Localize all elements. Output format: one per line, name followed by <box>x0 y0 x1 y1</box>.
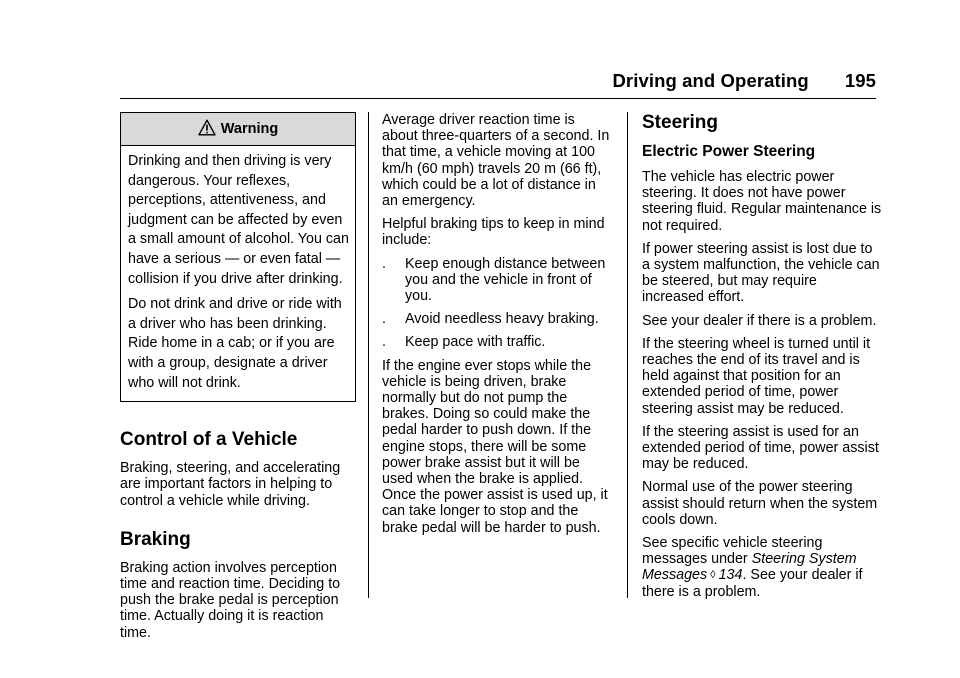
page-header <box>120 70 876 92</box>
engine-stops-paragraph: If the engine ever stops while the vehicle is being driven, brake normally but do not pump the brakes. Doing so could make the pedal harder to push down. If the engine stops, there will be some power brake assist but it will be used when the brake is applied. Once the power assist is used up, it can take longer to stop and the brake pedal will be harder to push. <box>382 357 608 536</box>
warning-paragraph-1: Drinking and then driving is very dangerous. Your reflexes, perceptions, attentiveness, and judgment can be affected by even a small amount of alcohol. You can have a serious — or even fatal — collision if you drive after drinking. <box>128 153 349 287</box>
bullet-text: Avoid needless heavy braking. <box>405 311 599 328</box>
bullet-text: Keep pace with traffic. <box>405 334 546 351</box>
list-item <box>382 256 614 305</box>
steering-paragraph-6: Normal use of the power steering assist should return when the system cools down. <box>642 479 878 528</box>
braking-body: Braking action involves perception time and reaction time. Deciding to push the brake pedal is perception time. Actually doing it is reaction time. <box>120 559 341 641</box>
steering-p7-post: . See your dealer if there is a problem. <box>642 567 863 600</box>
warning-body <box>121 146 355 401</box>
steering-heading: Steering <box>642 112 719 133</box>
warning-paragraph-2: Do not drink and drive or ride with a driver who has been drinking. Ride home in a cab; or if you are with a group, designate a driver who will not drink. <box>128 296 342 391</box>
steering-messages-link[interactable]: Steering System Messages <box>642 551 857 584</box>
bullet-marker: . <box>382 311 386 328</box>
bullet-text: Keep enough distance between you and the vehicle in front of you. <box>405 255 606 305</box>
warning-box <box>120 112 356 402</box>
column-left <box>120 112 356 648</box>
page-number: 195 <box>844 70 876 91</box>
column-middle <box>382 112 614 543</box>
warning-title: Warning <box>220 121 279 137</box>
control-body: Braking, steering, and accelerating are important factors in helping to control a vehicle while driving. <box>120 460 341 509</box>
page-reference-icon: ◊ <box>710 569 716 582</box>
list-item <box>382 311 614 327</box>
steering-paragraph-2: If power steering assist is lost due to a system malfunction, the vehicle can be steered, but may require increased effort. <box>642 240 880 306</box>
bullet-marker: . <box>382 334 386 351</box>
section-title: Driving and Operating <box>612 70 809 91</box>
column-right <box>642 112 882 607</box>
braking-tips-intro: Helpful braking tips to keep in mind include: <box>382 216 605 249</box>
list-item <box>382 334 614 350</box>
steering-p7-pre: See specific vehicle steering messages under <box>642 535 823 568</box>
electric-power-steering-heading: Electric Power Steering <box>642 143 816 160</box>
steering-paragraph-1: The vehicle has electric power steering. It does not have power steering fluid. Regular maintenance is not required. <box>642 169 882 234</box>
header-rule <box>120 98 876 99</box>
column-divider-right <box>627 112 628 598</box>
steering-paragraph-5: If the steering assist is used for an extended period of time, power assist may be reduced. <box>642 423 879 473</box>
steering-paragraph-3: See your dealer if there is a problem. <box>642 312 877 329</box>
control-heading: Control of a Vehicle <box>120 429 298 451</box>
braking-heading: Braking <box>120 528 191 550</box>
warning-header <box>121 113 355 146</box>
reaction-time-paragraph: Average driver reaction time is about three-quarters of a second. In that time, a vehicle moving at 100 km/h (60 mph) travels 20 m (66 ft), which could be a lot of distance in an emergency. <box>382 112 610 210</box>
steering-paragraph-7 <box>642 535 882 600</box>
column-divider-left <box>368 112 369 598</box>
bullet-marker: . <box>382 255 386 272</box>
page-reference-number[interactable]: 134 <box>718 567 743 584</box>
steering-paragraph-4: If the steering wheel is turned until it reaches the end of its travel and is held against that position for an extended period of time, power steering assist may be reduced. <box>642 335 871 417</box>
warning-icon <box>198 116 216 148</box>
